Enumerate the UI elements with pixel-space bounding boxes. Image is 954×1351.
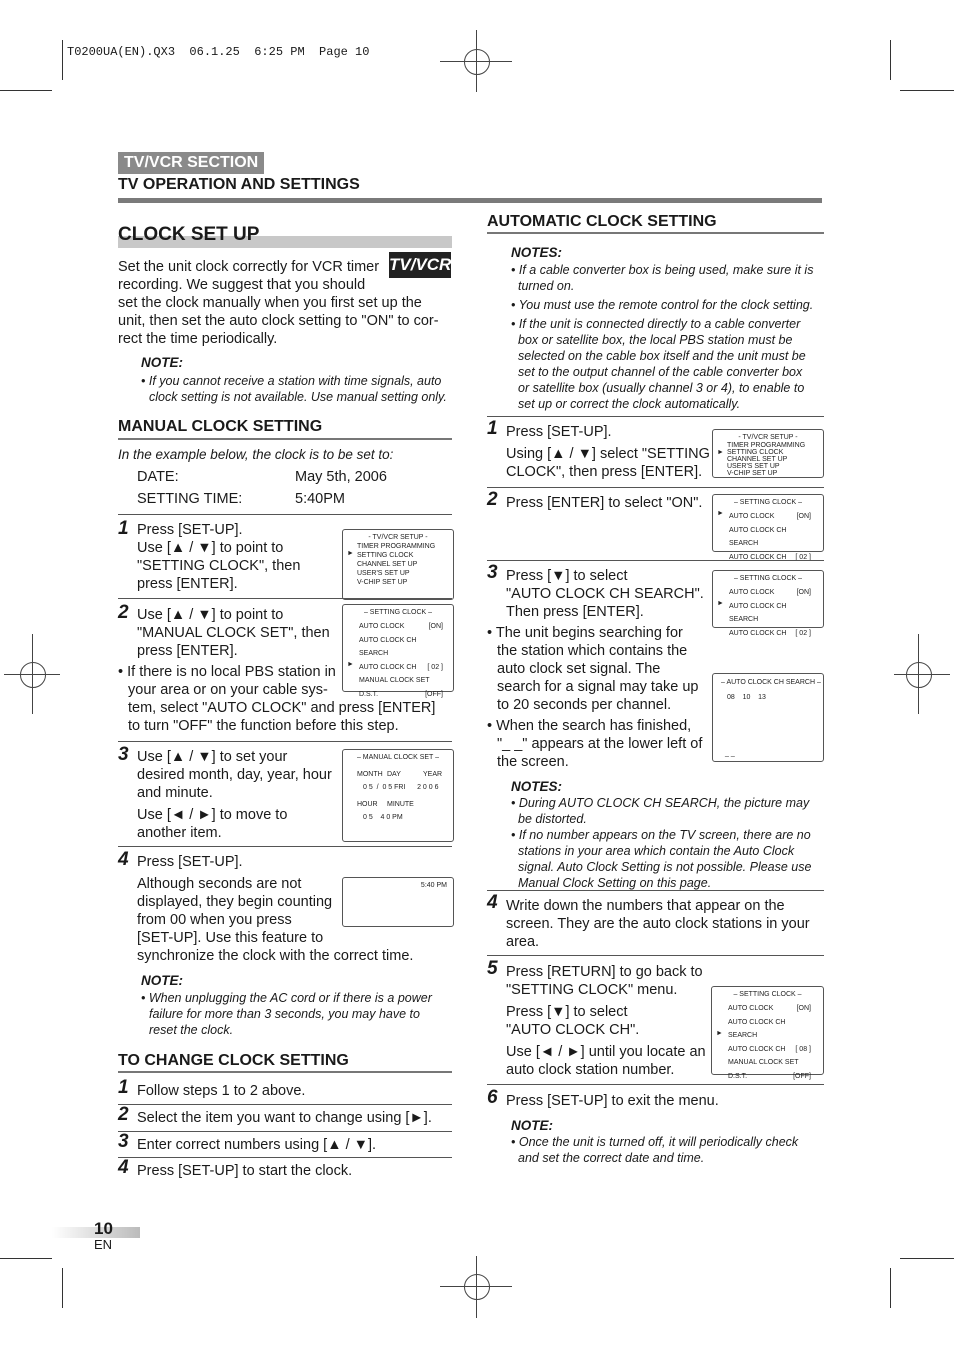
auto-step-3: Press [▼] to select "AUTO CLOCK CH SEARCH". Then press [ENTER]. xyxy=(506,568,704,620)
crop-mark xyxy=(62,40,63,80)
section-rule xyxy=(118,198,822,203)
auto-clock-search-screen: – AUTO CLOCK CH SEARCH – 08 10 13 _ _ xyxy=(712,673,824,762)
crop-mark xyxy=(900,90,954,91)
manual-step-2: Use [▲ / ▼] to point to "MANUAL CLOCK SET", then press [ENTER]. xyxy=(137,607,330,659)
manual-title: MANUAL CLOCK SETTING xyxy=(118,418,323,435)
step-number: 2 xyxy=(118,602,129,623)
tvvcr-logo: TV/VCR xyxy=(389,252,451,278)
cursor-arrow-icon: ► xyxy=(347,661,354,668)
cursor-arrow-icon: ► xyxy=(717,449,724,456)
registration-mark-icon xyxy=(20,662,46,688)
auto-step-6-note: • Once the unit is turned off, it will periodically check and set the correct date and time. xyxy=(511,1135,799,1165)
setting-clock-screen: – SETTING CLOCK – AUTO CLOCK [ON] AUTO CLOCK CH SEARCH AUTO CLOCK CH [ 02 ] ► xyxy=(712,570,824,628)
step-number: 3 xyxy=(487,562,498,583)
date-value: May 5th, 2006 xyxy=(295,469,387,485)
registration-mark-icon xyxy=(464,1274,490,1300)
manual-step-3: Use [▲ / ▼] to set your desired month, day, year, hour and minute. Use [◄ / ►] to move to another item. xyxy=(137,749,332,841)
change-step-3: Enter correct numbers using [▲ / ▼]. xyxy=(137,1137,377,1153)
auto-notes: • If a cable converter box is being used, make sure it is turned on. • You must use the remote control for the clock setting. • If the unit is connected directly to a cable converter box or satellite box, the local PBS station must be selected on the cable box itself and the unit must be set to the output channel of the cable converter box or satellite box (usually channel 3 or 4), to enable to set up or correct the clock automatically. xyxy=(511,263,814,411)
change-step-4: Press [SET-UP] to start the clock. xyxy=(137,1163,353,1179)
step-number: 5 xyxy=(487,958,498,979)
auto-step-1: Press [SET-UP]. Using [▲ / ▼] select "SETTING CLOCK", then press [ENTER]. xyxy=(506,424,710,480)
intro-note: • If you cannot receive a station with time signals, auto clock setting is not available. Use manual setting only. xyxy=(141,374,447,404)
step-number: 1 xyxy=(118,1077,129,1098)
tvvcr-setup-screen: - TV/VCR SETUP - TIMER PROGRAMMING SETTING CLOCK CHANNEL SET UP USER'S SET UP V-CHIP SET UP ► xyxy=(712,429,824,478)
section-title: TV OPERATION AND SETTINGS xyxy=(118,176,360,193)
step-number: 2 xyxy=(118,1104,129,1125)
step-number: 1 xyxy=(118,518,129,539)
intro-text: Set the unit clock correctly for VCR timer recording. We suggest that you should set the clock manually when you first set up the unit, then set the auto clock setting to "ON" to cor- rect the time periodically. xyxy=(118,259,439,347)
step-number: 4 xyxy=(118,849,129,870)
crop-mark xyxy=(62,1268,63,1308)
time-value: 5:40PM xyxy=(295,491,345,507)
step-number: 4 xyxy=(118,1157,129,1178)
clock-title: CLOCK SET UP xyxy=(118,224,260,245)
step-number: 3 xyxy=(118,744,129,765)
auto-step-4: Write down the numbers that appear on the screen. They are the auto clock stations in your area. xyxy=(506,898,810,950)
section-badge: TV/VCR SECTION xyxy=(118,152,264,174)
step-number: 1 xyxy=(487,418,498,439)
page-lang: EN xyxy=(94,1237,113,1252)
change-step-1: Follow steps 1 to 2 above. xyxy=(137,1083,306,1099)
step-number: 6 xyxy=(487,1087,498,1108)
setting-clock-screen: – SETTING CLOCK – AUTO CLOCK [ON] AUTO CLOCK CH SEARCH AUTO CLOCK CH [ 02 ] MANUAL CLOCK SET D.S.T. [OFF] ► xyxy=(342,604,454,692)
step-number: 2 xyxy=(487,489,498,510)
setting-clock-screen: – SETTING CLOCK – AUTO CLOCK [ON] AUTO CLOCK CH SEARCH AUTO CLOCK CH [ 08 ] MANUAL CLOCK SET D.S.T. [OFF] ► xyxy=(711,986,824,1075)
auto-step-3-bullet-2: • When the search has finished, "_ _" appears at the lower left of the screen. xyxy=(487,718,703,770)
auto-step-5: Press [RETURN] to go back to "SETTING CLOCK" menu. Press [▼] to select "AUTO CLOCK CH". Use [◄ / ►] until you locate an auto clock station number. xyxy=(506,964,706,1078)
cursor-arrow-icon: ► xyxy=(347,550,354,557)
note-label: NOTE: xyxy=(141,973,183,988)
manual-step-2-bullet: • If there is no local PBS station in your area or on your cable sys- tem, select "AUTO CLOCK" and press [ENTER] to turn "OFF" the function before this step. xyxy=(118,664,436,734)
change-step-2: Select the item you want to change using [►]. xyxy=(137,1110,432,1126)
manual-step-1: Press [SET-UP]. Use [▲ / ▼] to point to "SETTING CLOCK", then press [ENTER]. xyxy=(137,522,301,592)
manual-example: In the example below, the clock is to be set to: xyxy=(118,447,394,462)
step-number: 4 xyxy=(487,892,498,913)
crop-mark xyxy=(890,40,891,80)
auto-step-6: Press [SET-UP] to exit the menu. xyxy=(506,1093,719,1109)
notes-label: NOTES: xyxy=(511,245,563,260)
note-label: NOTE: xyxy=(141,355,183,370)
crop-mark xyxy=(890,1268,891,1308)
crop-mark xyxy=(0,1258,52,1259)
time-label: SETTING TIME: xyxy=(137,491,243,507)
crop-mark xyxy=(0,90,52,91)
cursor-arrow-icon: ► xyxy=(716,1030,723,1037)
clock-screen: 5:40 PM xyxy=(342,877,454,927)
auto-step-3-bullet-1: • The unit begins searching for the station which contains the auto clock set signal. The search for a signal may take up to 20 seconds per channel. xyxy=(487,625,699,713)
manual-clock-set-screen: – MANUAL CLOCK SET – MONTH DAY YEAR 0 5 / 0 5 FRI 2 0 0 6 HOUR MINUTE 0 5 4 0 PM xyxy=(342,749,454,842)
change-title: TO CHANGE CLOCK SETTING xyxy=(118,1052,349,1069)
setting-clock-screen: – SETTING CLOCK – AUTO CLOCK [ON] AUTO CLOCK CH SEARCH AUTO CLOCK CH [ 02 ] ► xyxy=(712,494,824,552)
auto-step-3-notes: • During AUTO CLOCK CH SEARCH, the picture may be distorted. • If no number appears on the TV screen, there are no stations in your area which contain the Auto Clock signal. Auto Clock Setting is not possible. Please use Manual Clock Setting on this page. xyxy=(511,796,812,890)
notes-label: NOTES: xyxy=(511,779,563,794)
step-number: 3 xyxy=(118,1131,129,1152)
registration-mark-icon xyxy=(906,662,932,688)
tvvcr-setup-screen: - TV/VCR SETUP - TIMER PROGRAMMING SETTING CLOCK CHANNEL SET UP USER'S SET UP V-CHIP SET UP ► xyxy=(342,529,454,600)
auto-step-2: Press [ENTER] to select "ON". xyxy=(506,495,703,511)
note-label: NOTE: xyxy=(511,1118,553,1133)
date-label: DATE: xyxy=(137,469,179,485)
auto-title: AUTOMATIC CLOCK SETTING xyxy=(487,213,717,230)
registration-mark-icon xyxy=(464,49,490,75)
manual-step-4-note: • When unplugging the AC cord or if there is a power failure for more than 3 seconds, you may have to reset the clock. xyxy=(141,991,432,1037)
cursor-arrow-icon: ► xyxy=(717,510,724,517)
crop-mark xyxy=(900,1258,954,1259)
manual-step-4: Press [SET-UP]. Although seconds are not displayed, they begin counting from 00 when you press [SET-UP]. Use this feature to synchronize the clock with the correct time. xyxy=(137,854,414,964)
print-header: T0200UA(EN).QX3 06.1.25 6:25 PM Page 10 xyxy=(67,45,370,59)
page-number: 10 xyxy=(94,1219,113,1238)
cursor-arrow-icon: ► xyxy=(717,600,724,607)
